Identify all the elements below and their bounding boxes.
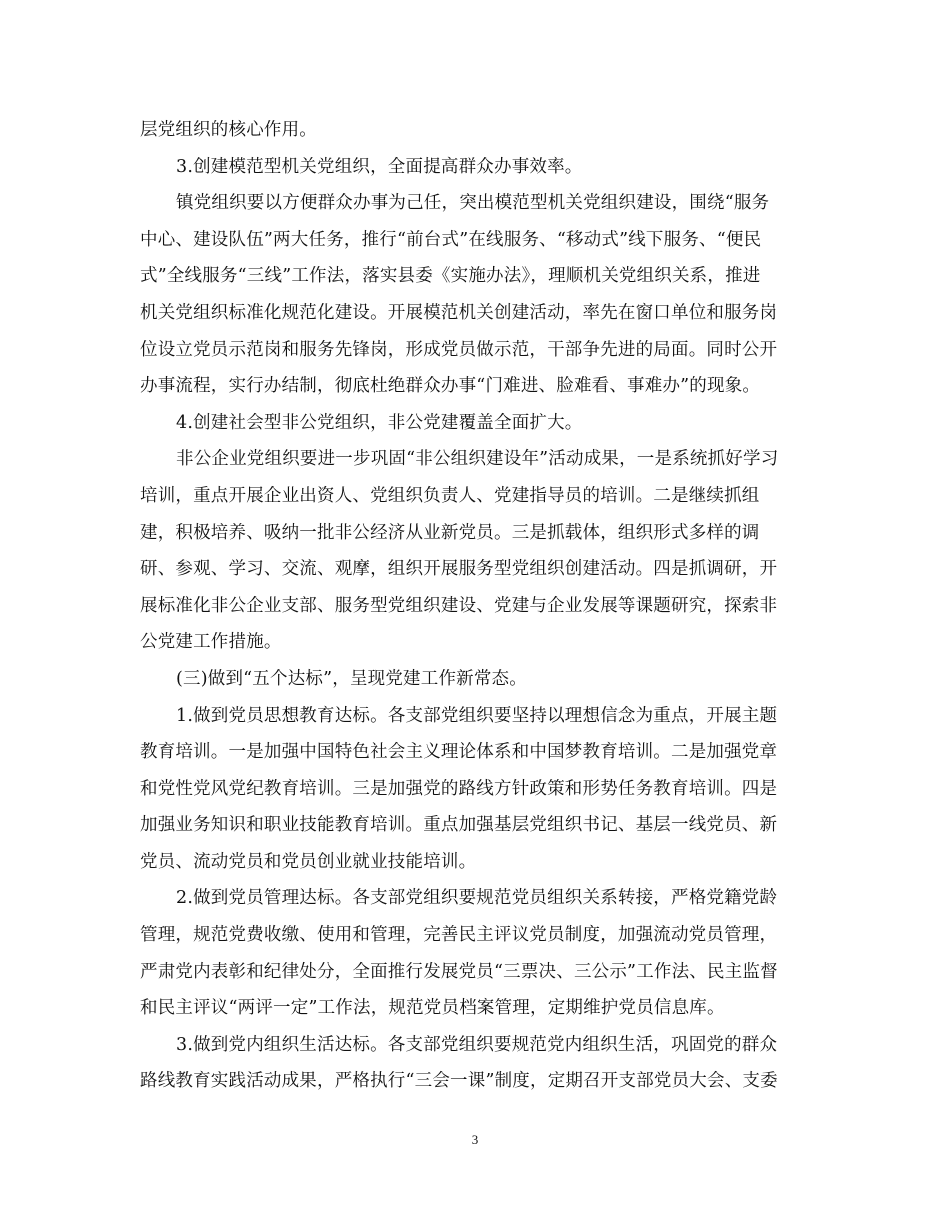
text-line: 办事流程，实行办结制，彻底杜绝群众办事“门难进、脸难看、事难办”的现象。: [140, 376, 761, 397]
text-line: 路线教育实践活动成果，严格执行“三会一课”制度，定期召开支部党员大会、支委: [140, 1071, 778, 1092]
text-line: 和党性党风党纪教育培训。三是加强党的路线方针政策和形势任务教育培训。四是: [140, 778, 778, 799]
page-number: 3: [471, 1132, 479, 1147]
text-line: 加强业务知识和职业技能教育培训。重点加强基层党组织书记、基层一线党员、新: [140, 815, 778, 836]
text-line: 2.做到党员管理达标。各支部党组织要规范党员组织关系转接，严格党籍党龄: [176, 888, 778, 909]
text-line: 研、参观、学习、交流、观摩，组织开展服务型党组织创建活动。四是抓调研，开: [140, 559, 778, 580]
text-line: 管理，规范党费收缴、使用和管理，完善民主评议党员制度，加强流动党员管理，: [140, 925, 778, 946]
text-line: 层党组织的核心作用。: [140, 120, 317, 140]
section-heading: 3.创建模范型机关党组织，全面提高群众办事效率。: [176, 156, 583, 177]
text-line: 非公企业党组织要进一步巩固“非公组织建设年”活动成果，一是系统抓好学习: [176, 449, 779, 470]
text-line: 教育培训。一是加强中国特色社会主义理论体系和中国梦教育培训。二是加强党章: [140, 742, 778, 763]
text-line: 建，积极培养、吸纳一批非公经济从业新党员。三是抓载体，组织形式多样的调: [140, 522, 760, 543]
section-heading: (三)做到“五个达标”，呈现党建工作新常态。: [176, 668, 527, 689]
text-line: 机关党组织标准化规范化建设。开展模范机关创建活动，率先在窗口单位和服务岗: [140, 302, 778, 323]
text-line: 3.做到党内组织生活达标。各支部党组织要规范党内组织生活，巩固党的群众: [176, 1034, 778, 1055]
text-line: 中心、建设队伍”两大任务，推行“前台式”在线服务、“移动式”线下服务、“便民: [140, 229, 762, 250]
text-line: 培训，重点开展企业出资人、党组织负责人、党建指导员的培训。二是继续抓组: [140, 485, 760, 506]
text-line: 镇党组织要以方便群众办事为己任，突出模范型机关党组织建设，围绕“服务: [176, 193, 770, 214]
document-body: [140, 112, 808, 1100]
text-line: 位设立党员示范岗和服务先锋岗，形成党员做示范，干部争先进的局面。同时公开: [140, 339, 778, 360]
text-line: 和民主评议“两评一定”工作法，规范党员档案管理，定期维护党员信息库。: [140, 998, 725, 1019]
text-line: 党员、流动党员和党员创业就业技能培训。: [140, 851, 477, 872]
text-line: 公党建工作措施。: [140, 632, 282, 653]
text-line: 式”全线服务“三线”工作法，落实县委《实施办法》，理顺机关党组织关系，推进: [140, 266, 761, 287]
text-line: 展标准化非公企业支部、服务型党组织建设、党建与企业发展等课题研究，探索非: [140, 595, 778, 616]
text-line: 严肃党内表彰和纪律处分，全面推行发展党员“三票决、三公示”工作法、民主监督: [140, 961, 778, 982]
section-heading: 4.创建社会型非公党组织，非公党建覆盖全面扩大。: [176, 412, 583, 433]
text-line: 1.做到党员思想教育达标。各支部党组织要坚持以理想信念为重点，开展主题: [176, 705, 778, 726]
